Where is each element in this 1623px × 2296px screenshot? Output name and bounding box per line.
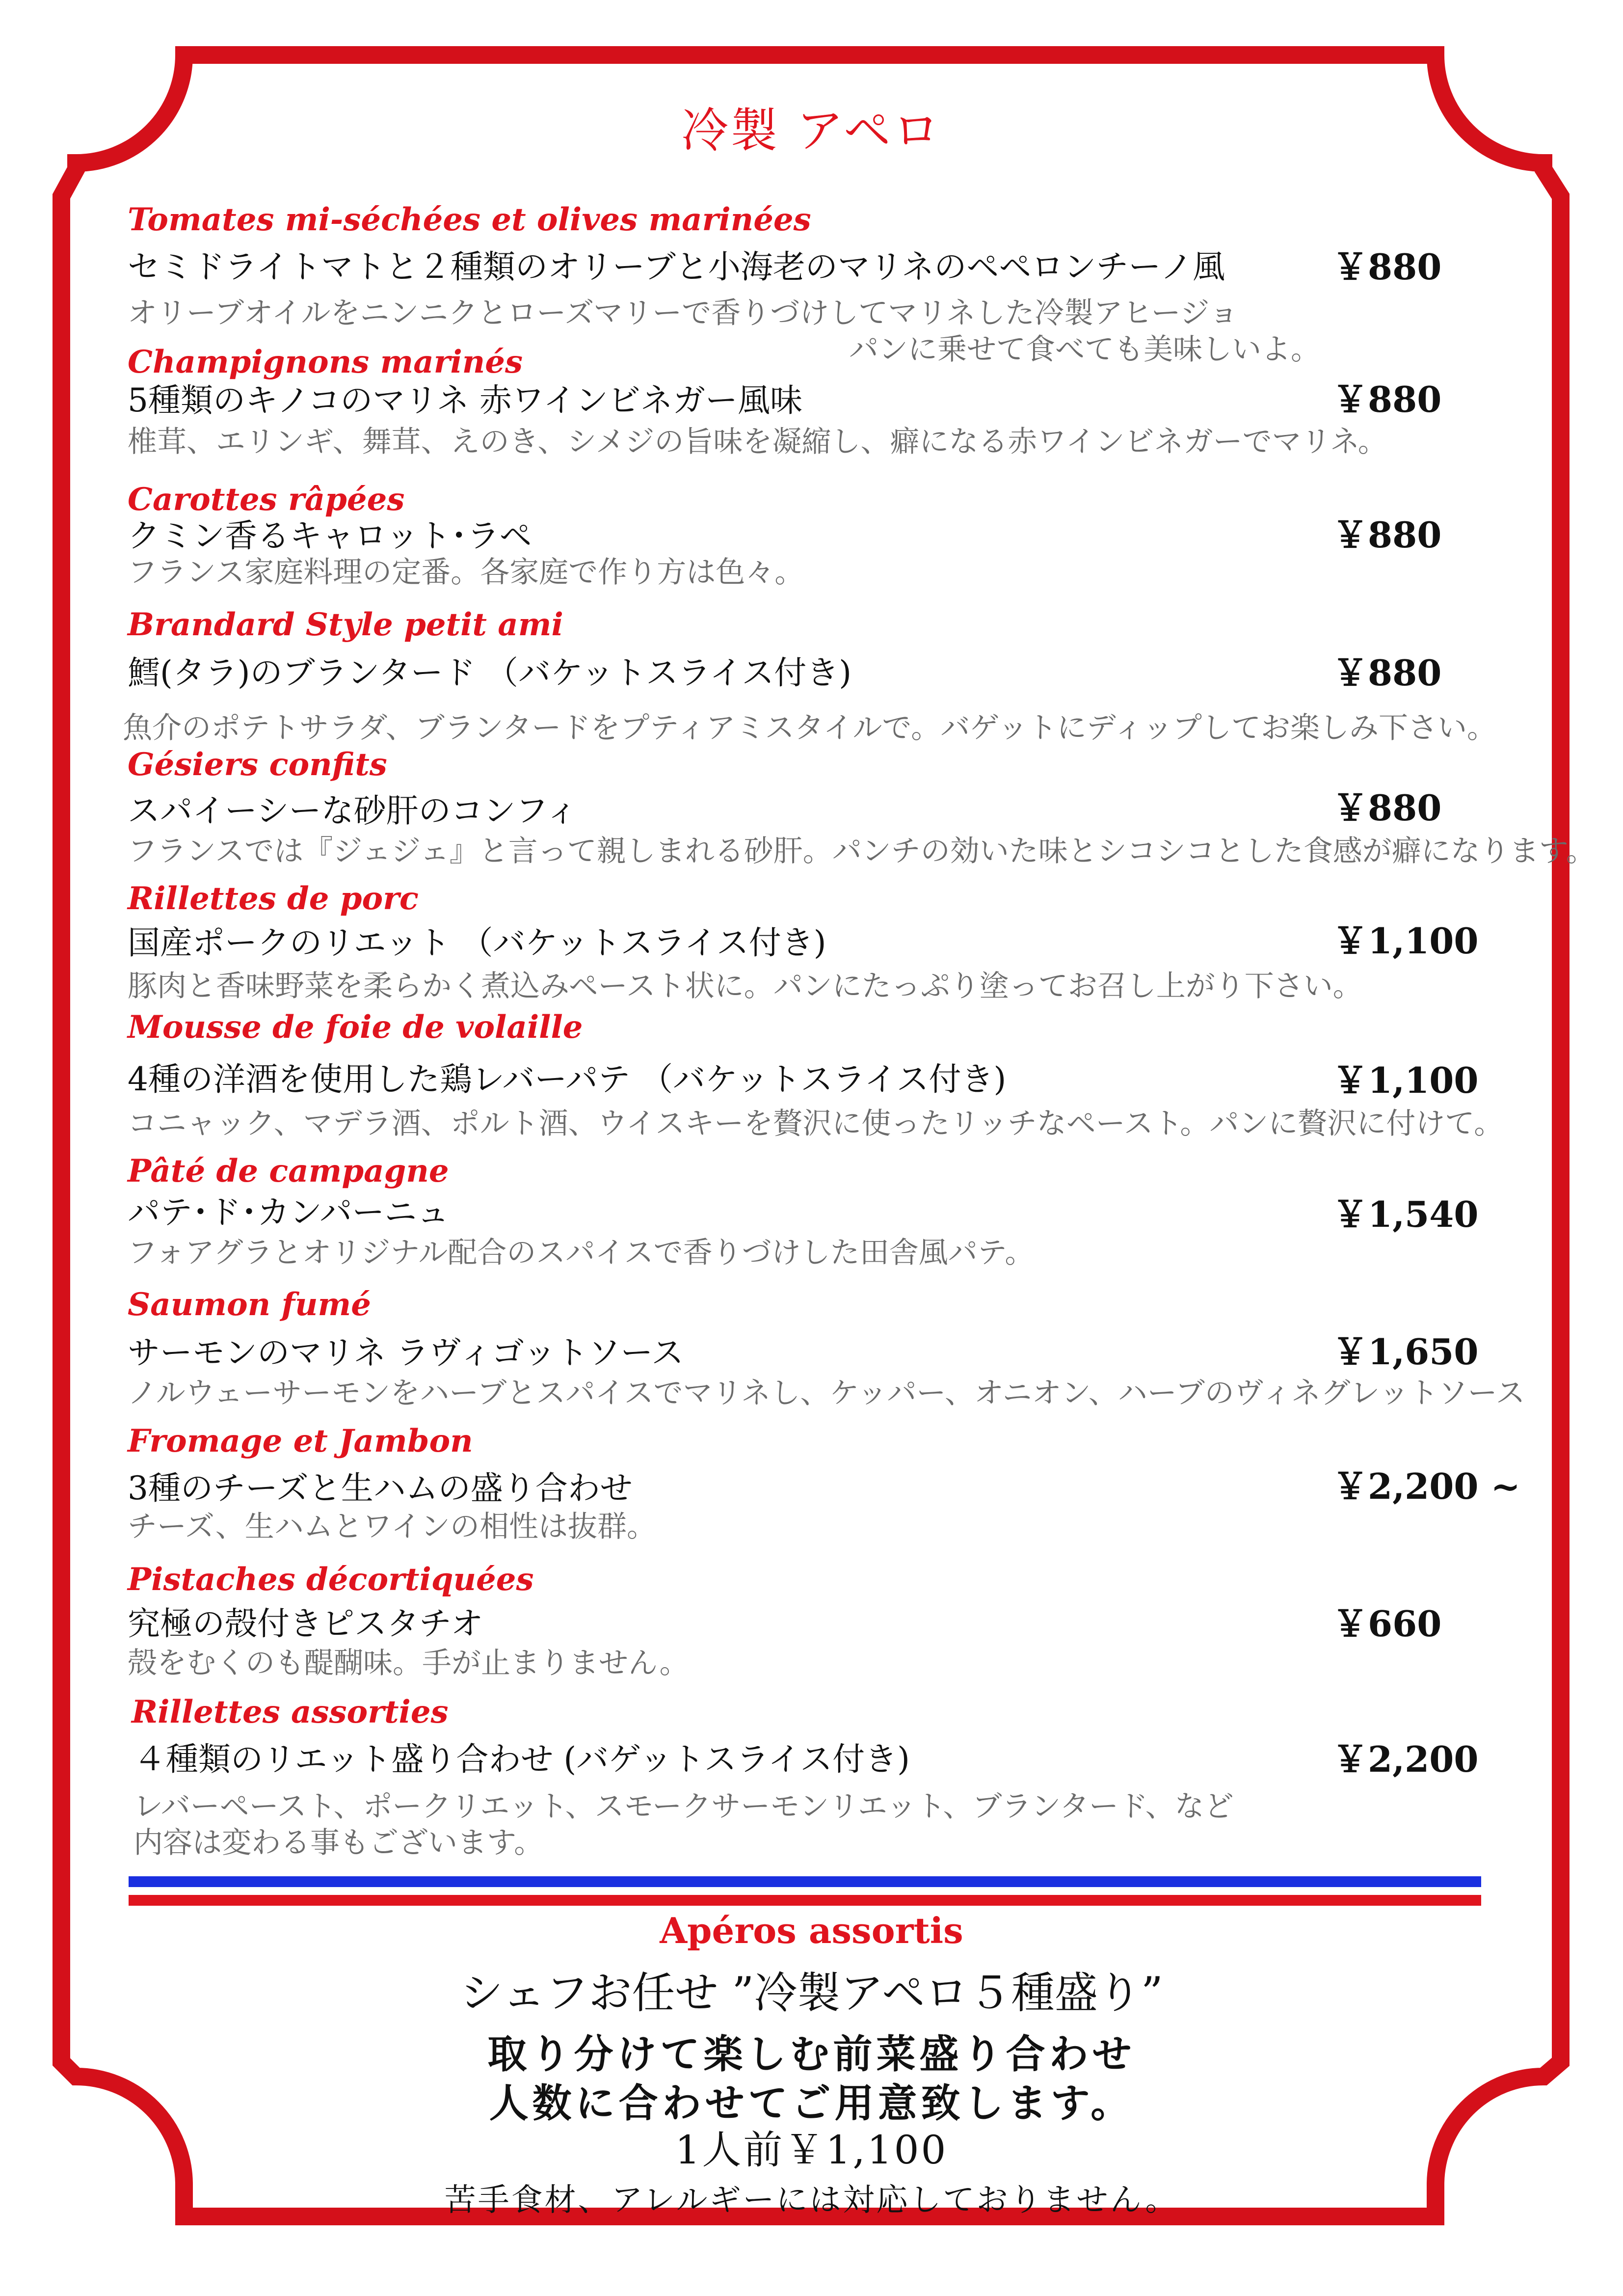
item-price: ￥660 — [1332, 1603, 1442, 1645]
item-description: フランスでは『ジェジェ』と言って親しまれる砂肝。パンチの効いた味とシコシコとした食感が癖になります。 — [128, 834, 1596, 868]
item-french-name: Brandard Style petit ami — [128, 606, 563, 643]
item-price: ￥880 — [1332, 652, 1442, 694]
item-japanese-name: ４種類のリエット盛り合わせ (バゲットスライス付き) — [133, 1740, 910, 1778]
item-japanese-name: スパイーシーな砂肝のコンフィ — [128, 792, 578, 830]
item-japanese-name: 究極の殻付きピスタチオ — [128, 1605, 483, 1643]
assortment-line-1: 取り分けて楽しむ前菜盛り合わせ — [487, 2031, 1136, 2077]
item-description: 殻をむくのも醍醐味。手が止まりません。 — [128, 1646, 689, 1680]
item-french-name: Pâté de campagne — [128, 1153, 449, 1189]
item-japanese-name: パテ･ド･カンパーニュ — [128, 1193, 450, 1231]
item-description-line2: パンに乗せて食べても美味しいよ。 — [849, 332, 1320, 367]
assortment-price: 1人前￥1,100 — [675, 2127, 948, 2173]
item-description: レバーペースト、ポークリエット、スモークサーモンリエット、ブランタード、など — [133, 1789, 1234, 1824]
assortment-line-2: 人数に合わせてご用意致します。 — [489, 2080, 1134, 2126]
item-french-name: Rillettes assorties — [132, 1694, 449, 1730]
item-price: ￥880 — [1332, 514, 1442, 556]
item-french-name: Pistaches décortiquées — [128, 1561, 534, 1598]
item-french-name: Tomates mi-séchées et olives marinées — [128, 201, 811, 238]
item-description: 椎茸、エリンギ、舞茸、えのき、シメジの旨味を凝縮し、癖になる赤ワインビネガーでマリネ。 — [128, 425, 1387, 459]
item-japanese-name: 鱈(タラ)のブランタード （バケットスライス付き) — [128, 654, 851, 692]
item-description: 魚介のポテトサラダ、ブランタードをプティアミスタイルで。バゲットにディップしてお楽しみ下さい。 — [123, 711, 1496, 745]
item-french-name: Carottes râpées — [128, 481, 405, 518]
item-description: コニャック、マデラ酒、ポルト酒、ウイスキーを贅沢に使ったリッチなペースト。パンに贅沢に付けて。 — [128, 1107, 1504, 1141]
item-price: ￥1,100 — [1332, 920, 1479, 962]
item-japanese-name: セミドライトマトと２種類のオリーブと小海老のマリネのペペロンチーノ風 — [128, 248, 1225, 286]
item-price: ￥880 — [1332, 246, 1442, 288]
item-japanese-name: 3種のチーズと生ハムの盛り合わせ — [128, 1469, 633, 1507]
divider-stripe-blue — [129, 1876, 1481, 1887]
item-description: フランス家庭料理の定番。各家庭で作り方は色々。 — [128, 555, 804, 590]
item-description: ノルウェーサーモンをハーブとスパイスでマリネし、ケッパー、オニオン、ハーブのヴィネグレットソース — [128, 1376, 1525, 1410]
item-french-name: Saumon fumé — [128, 1286, 371, 1323]
item-french-name: Mousse de foie de volaille — [128, 1009, 583, 1046]
item-price: ￥1,540 — [1332, 1193, 1479, 1235]
item-japanese-name: クミン香るキャロット･ラペ — [128, 517, 532, 555]
item-price: ￥880 — [1332, 378, 1442, 420]
item-french-name: Rillettes de porc — [128, 880, 419, 917]
item-price: ￥1,100 — [1332, 1059, 1479, 1101]
assortment-headline: シェフお任せ ”冷製アペロ５種盛り” — [460, 1968, 1163, 2018]
item-price: ￥2,200 — [1332, 1738, 1479, 1780]
item-japanese-name: 4種の洋酒を使用した鶏レバーパテ （バケットスライス付き) — [128, 1060, 1007, 1098]
item-description: オリーブオイルをニンニクとローズマリーで香りづけしてマリネした冷製アヒージョ — [128, 296, 1239, 330]
divider-stripe-red — [129, 1895, 1481, 1906]
item-french-name: Fromage et Jambon — [128, 1423, 473, 1459]
item-description-line2: 内容は変わる事もございます。 — [133, 1826, 544, 1860]
item-french-name: Gésiers confits — [128, 746, 387, 783]
item-price: ￥880 — [1332, 787, 1442, 829]
assortment-french-title: Apéros assortis — [660, 1910, 963, 1951]
item-japanese-name: サーモンのマリネ ラヴィゴットソース — [128, 1334, 684, 1372]
item-description: 豚肉と香味野菜を柔らかく煮込みペースト状に。パンにたっぷり塗ってお召し上がり下さい。 — [128, 969, 1362, 1003]
allergy-note: 苦手食材、アレルギーには対応しておりません。 — [444, 2182, 1179, 2218]
item-price: ￥2,200 ~ — [1332, 1465, 1520, 1507]
menu-title: 冷製 アペロ — [681, 103, 942, 158]
item-french-name: Champignons marinés — [128, 344, 523, 380]
item-price: ￥1,650 — [1332, 1331, 1479, 1373]
item-japanese-name: 5種類のキノコのマリネ 赤ワインビネガー風味 — [128, 381, 803, 419]
item-description: フォアグラとオリジナル配合のスパイスで香りづけした田舎風パテ。 — [128, 1236, 1035, 1270]
item-japanese-name: 国産ポークのリエット （バケットスライス付き) — [128, 924, 826, 962]
item-description: チーズ、生ハムとワインの相性は抜群。 — [128, 1510, 656, 1544]
